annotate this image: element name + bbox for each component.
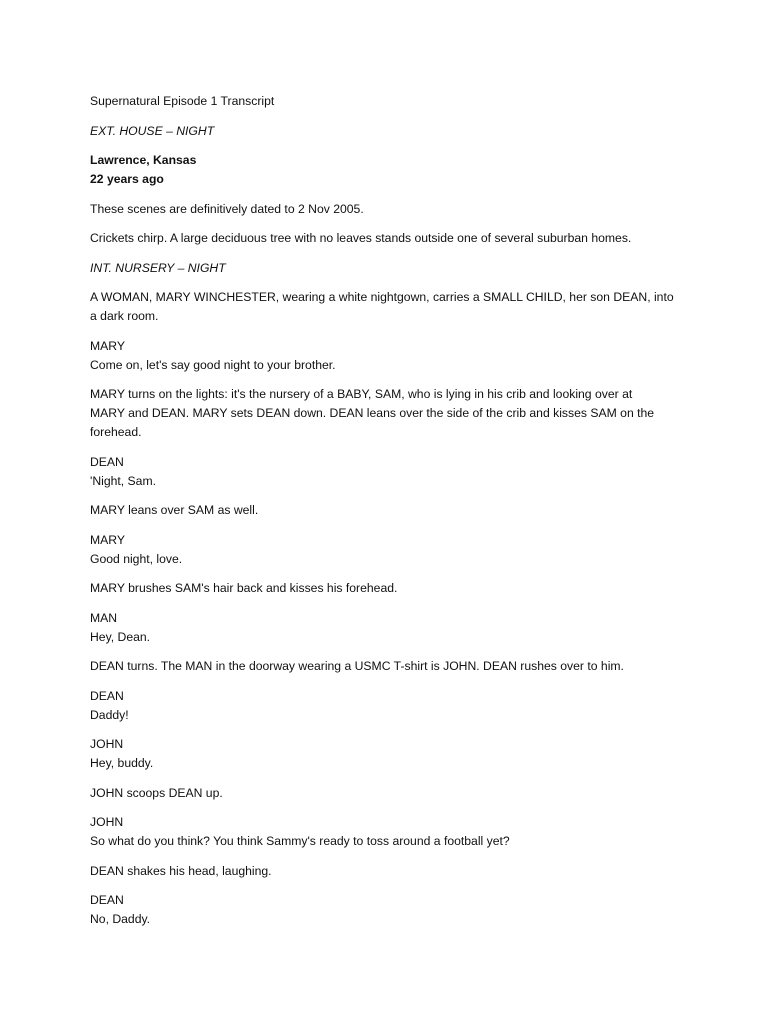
paragraph-line: These scenes are definitively dated to 2 Nov 2005. xyxy=(90,201,364,216)
time-line: 22 years ago xyxy=(90,172,164,186)
dialogue-line: Hey, buddy. xyxy=(90,756,154,770)
action-paragraph xyxy=(90,501,690,520)
document-title xyxy=(90,92,690,111)
speaker-name: MAN xyxy=(90,610,118,625)
scene-heading-text: INT. NURSERY – NIGHT xyxy=(90,260,226,275)
dialogue-block xyxy=(90,687,690,725)
scene-heading-text: EXT. HOUSE – NIGHT xyxy=(90,123,215,138)
action-paragraph xyxy=(90,657,690,676)
paragraph-line: A WOMAN, MARY WINCHESTER, wearing a white nightgown, carries a SMALL CHILD, her son DEAN, into xyxy=(90,290,674,304)
dialogue-line: 'Night, Sam. xyxy=(90,473,156,488)
speaker-name: DEAN xyxy=(90,688,124,703)
action-paragraph xyxy=(90,579,690,598)
paragraph-line: JOHN scoops DEAN up. xyxy=(90,785,223,800)
paragraph-line: MARY and DEAN. MARY sets DEAN down. DEAN leans over the side of the crib and kisses SAM on the xyxy=(90,406,655,420)
transcript-page xyxy=(90,92,690,940)
paragraph-line: Crickets chirp. A large deciduous tree with no leaves stands outside one of several suburban homes. xyxy=(90,231,632,245)
dialogue-line: Hey, Dean. xyxy=(90,629,151,644)
scene-heading-int-nursery xyxy=(90,259,690,278)
paragraph-line: DEAN shakes his head, laughing. xyxy=(90,863,272,878)
dialogue-line: Good night, love. xyxy=(90,551,183,566)
action-paragraph xyxy=(90,862,690,881)
dialogue-line: No, Daddy. xyxy=(90,912,151,926)
speaker-name: DEAN xyxy=(90,893,124,907)
action-paragraph xyxy=(90,784,690,803)
dialogue-line: So what do you think? You think Sammy's ready to toss around a football yet? xyxy=(90,834,510,848)
speaker-name: JOHN xyxy=(90,737,124,751)
paragraph-line: DEAN turns. The MAN in the doorway wearing a USMC T-shirt is JOHN. DEAN rushes over to him. xyxy=(90,659,624,673)
speaker-name: MARY xyxy=(90,532,125,547)
action-paragraph xyxy=(90,385,690,442)
paragraph-line: MARY leans over SAM as well. xyxy=(90,503,259,517)
dialogue-block xyxy=(90,735,690,773)
paragraph-line: MARY brushes SAM's hair back and kisses his forehead. xyxy=(90,581,398,595)
location-caption xyxy=(90,151,690,189)
dialogue-block xyxy=(90,531,690,569)
action-paragraph xyxy=(90,229,690,248)
dialogue-block xyxy=(90,453,690,491)
speaker-name: JOHN xyxy=(90,815,124,829)
dialogue-line: Come on, let's say good night to your brother. xyxy=(90,357,336,372)
speaker-name: DEAN xyxy=(90,454,124,469)
speaker-name: MARY xyxy=(90,338,125,353)
dialogue-block xyxy=(90,891,690,929)
dialogue-block xyxy=(90,337,690,375)
action-paragraph xyxy=(90,288,690,326)
paragraph-line: a dark room. xyxy=(90,309,159,323)
location-line: Lawrence, Kansas xyxy=(90,153,197,167)
paragraph-line: forehead. xyxy=(90,425,142,439)
note-paragraph xyxy=(90,200,690,219)
dialogue-block xyxy=(90,609,690,647)
document-title-text: Supernatural Episode 1 Transcript xyxy=(90,94,275,108)
scene-heading-ext-house xyxy=(90,122,690,141)
dialogue-line: Daddy! xyxy=(90,707,129,722)
paragraph-line: MARY turns on the lights: it's the nursery of a BABY, SAM, who is lying in his crib and looking over at xyxy=(90,387,633,401)
dialogue-block xyxy=(90,813,690,851)
